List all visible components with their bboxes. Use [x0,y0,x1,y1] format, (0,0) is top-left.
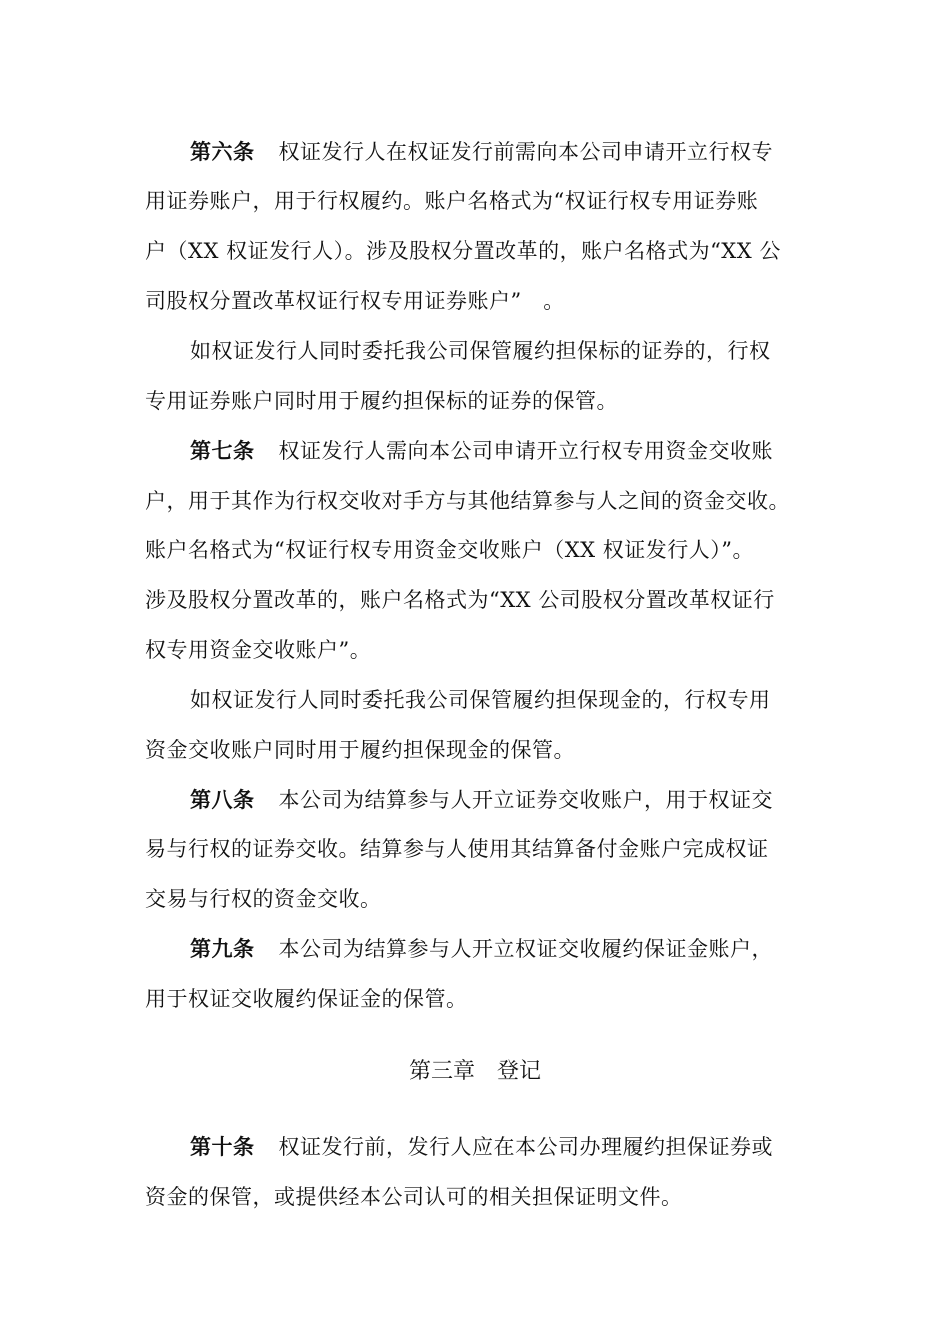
article-7-text: 权证发行人需向本公司申请开立行权专用资金交收账 [278,439,773,463]
article-6-para2-line-2: 专用证券账户同时用于履约担保标的证券的保管。 [145,389,618,413]
article-8-line-3: 交易与行权的资金交收。 [145,887,382,911]
article-7-line-5: 权专用资金交收账户”。 [145,638,372,662]
article-9-text: 本公司为结算参与人开立权证交收履约保证金账户， [278,937,773,961]
article-6-label: 第六条 [190,140,255,164]
article-8-label: 第八条 [190,788,255,812]
article-6-para2-line-1: 如权证发行人同时委托我公司保管履约担保标的证券的，行权 [190,339,771,363]
chapter-heading [0,1056,950,1088]
article-10-text: 权证发行前，发行人应在本公司办理履约担保证券或 [278,1135,773,1159]
article-10-line-2: 资金的保管，或提供经本公司认可的相关担保证明文件。 [145,1185,683,1209]
article-7-para2-line-2: 资金交收账户同时用于履约担保现金的保管。 [145,738,575,762]
chapter-title: 登记 [497,1059,542,1084]
article-8-line-2: 易与行权的证券交收。结算参与人使用其结算备付金账户完成权证 [145,837,769,861]
article-7-line-3: 账户名格式为“权证行权专用资金交收账户（XX 权证发行人）”。 [145,538,755,562]
article-8-line-1 [190,785,815,815]
article-6-line-1 [190,137,815,167]
chapter-number: 第三章 [408,1059,475,1084]
article-7-label: 第七条 [190,439,255,463]
article-10-label: 第十条 [190,1135,255,1159]
article-9-label: 第九条 [190,937,255,961]
article-7-line-1 [190,436,815,466]
article-7-line-4: 涉及股权分置改革的，账户名格式为“XX 公司股权分置改革权证行 [145,588,775,612]
article-10-line-1 [190,1132,815,1162]
article-8-text: 本公司为结算参与人开立证券交收账户，用于权证交 [278,788,773,812]
article-6-line-4: 司股权分置改革权证行权专用证券账户” 。 [145,289,565,313]
article-7-para2-line-1: 如权证发行人同时委托我公司保管履约担保现金的，行权专用 [190,688,771,712]
article-6-line-2: 用证券账户，用于行权履约。账户名格式为“权证行权专用证券账 [145,189,759,213]
article-9-line-1 [190,934,815,964]
article-9-line-2: 用于权证交收履约保证金的保管。 [145,987,468,1011]
article-6-text: 权证发行人在权证发行前需向本公司申请开立行权专 [278,140,773,164]
article-7-line-2: 户，用于其作为行权交收对手方与其他结算参与人之间的资金交收。 [145,489,790,513]
article-6-line-3: 户（XX 权证发行人）。涉及股权分置改革的，账户名格式为“XX 公 [145,239,781,263]
